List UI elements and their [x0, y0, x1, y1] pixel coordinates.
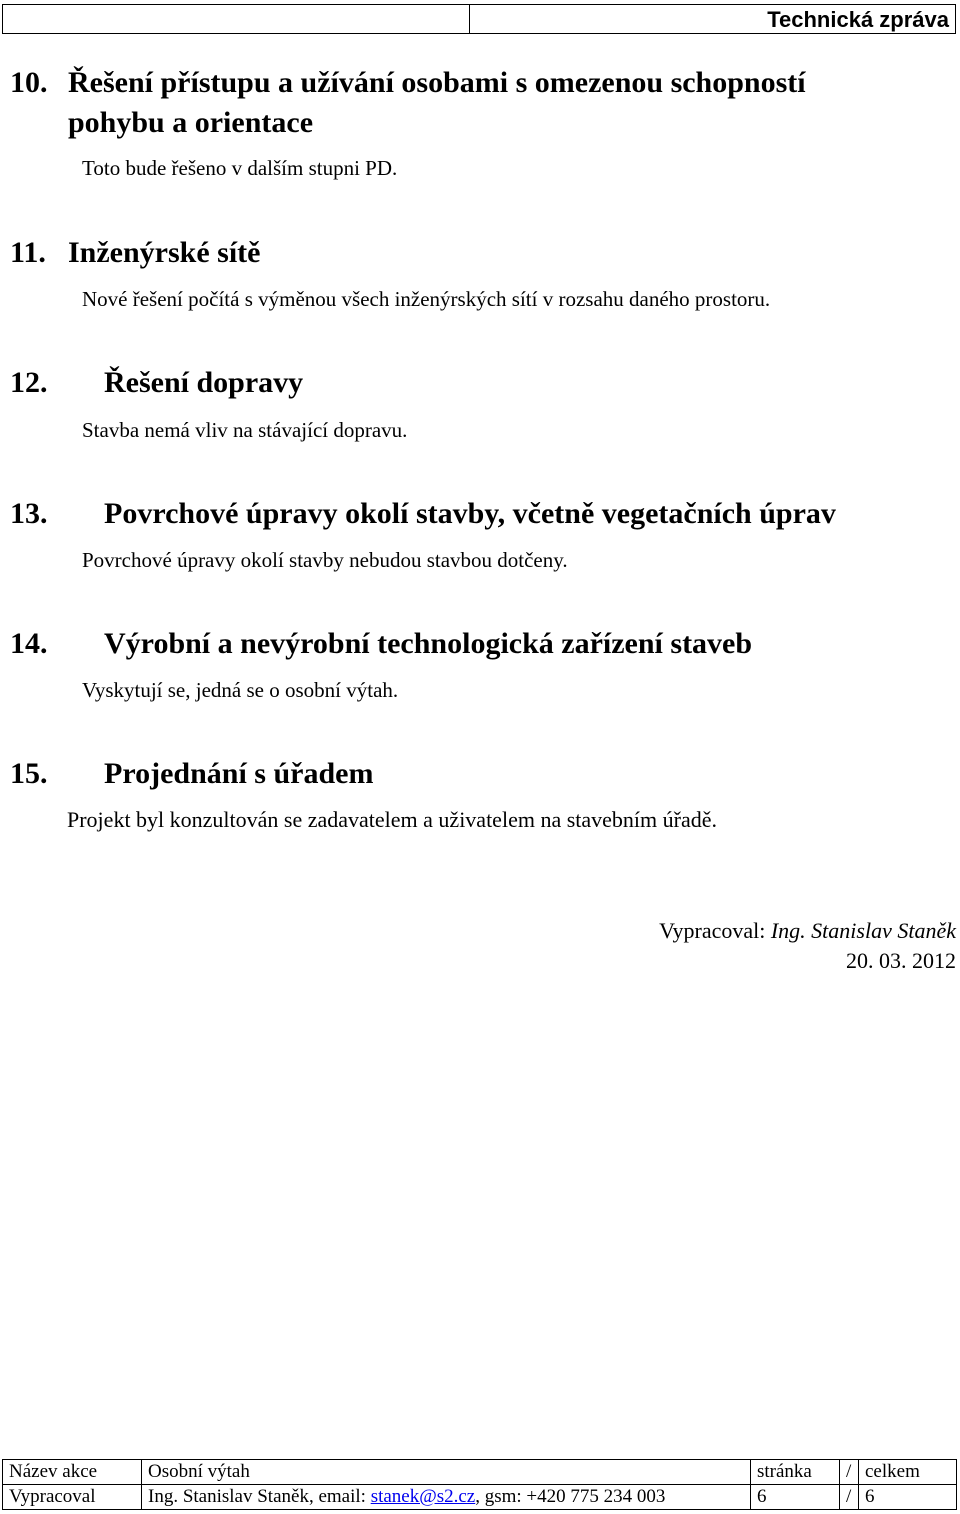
footer-author-label: Vypracoval — [3, 1485, 142, 1510]
header-title: Technická zpráva — [767, 7, 949, 32]
footer-row-author — [3, 1485, 957, 1510]
section-13-text: Povrchové úpravy okolí stavby nebudou stavbou dotčeny. — [82, 548, 568, 572]
section-15-title: Projednání s úřadem — [104, 757, 374, 790]
section-11-text: Nové řešení počítá s výměnou všech inženýrských sítí v rozsahu daného prostoru. — [82, 287, 771, 311]
section-10-title-line1: Řešení přístupu a užívání osobami s omezenou schopností — [68, 66, 806, 99]
footer-table — [2, 1459, 957, 1510]
section-10-title-line2: pohybu a orientace — [68, 106, 314, 139]
section-10-number: 10. — [10, 66, 48, 99]
section-12-number: 12. — [10, 366, 48, 399]
section-12-title: Řešení dopravy — [104, 366, 304, 399]
signature-name: Ing. Stanislav Staněk — [770, 918, 956, 943]
footer-row-project — [3, 1460, 957, 1485]
footer-total-label: celkem — [859, 1460, 957, 1485]
footer-slash-label: / — [840, 1460, 859, 1485]
section-11-number: 11. — [10, 236, 46, 269]
section-13-number: 13. — [10, 497, 48, 530]
section-14-title: Výrobní a nevýrobní technologická zařízení staveb — [104, 627, 753, 660]
footer-page-label: stránka — [751, 1460, 840, 1485]
section-13-title: Povrchové úpravy okolí stavby, včetně vegetačních úprav — [104, 497, 836, 530]
section-10-title — [10, 64, 48, 102]
footer-page-number: 6 — [751, 1485, 840, 1510]
section-14-number: 14. — [10, 627, 48, 660]
page-header — [2, 4, 956, 34]
footer-author-info — [142, 1485, 751, 1510]
footer-total-pages: 6 — [859, 1485, 957, 1510]
section-12-text: Stavba nemá vliv na stávající dopravu. — [82, 418, 408, 442]
section-14-text: Vyskytují se, jedná se o osobní výtah. — [82, 678, 399, 702]
footer-email-link[interactable]: stanek@s2.cz — [370, 1486, 476, 1507]
signature-label: Vypracoval: — [659, 918, 771, 943]
footer-author-name: Ing. Stanislav Staněk, email: — [148, 1486, 371, 1507]
section-15-text: Projekt byl konzultován se zadavatelem a uživatelem na stavebním úřadě. — [67, 807, 717, 832]
signature-date: 20. 03. 2012 — [846, 948, 956, 973]
footer-project-name: Osobní výtah — [142, 1460, 751, 1485]
section-10-text: Toto bude řešeno v dalším stupni PD. — [82, 156, 398, 180]
signature-line — [659, 917, 956, 945]
footer-project-label: Název akce — [3, 1460, 142, 1485]
header-divider — [469, 5, 470, 33]
footer-slash: / — [840, 1485, 859, 1510]
section-15-number: 15. — [10, 757, 48, 790]
section-11-title: Inženýrské sítě — [68, 236, 261, 269]
footer-author-phone: , gsm: +420 775 234 003 — [475, 1486, 666, 1507]
